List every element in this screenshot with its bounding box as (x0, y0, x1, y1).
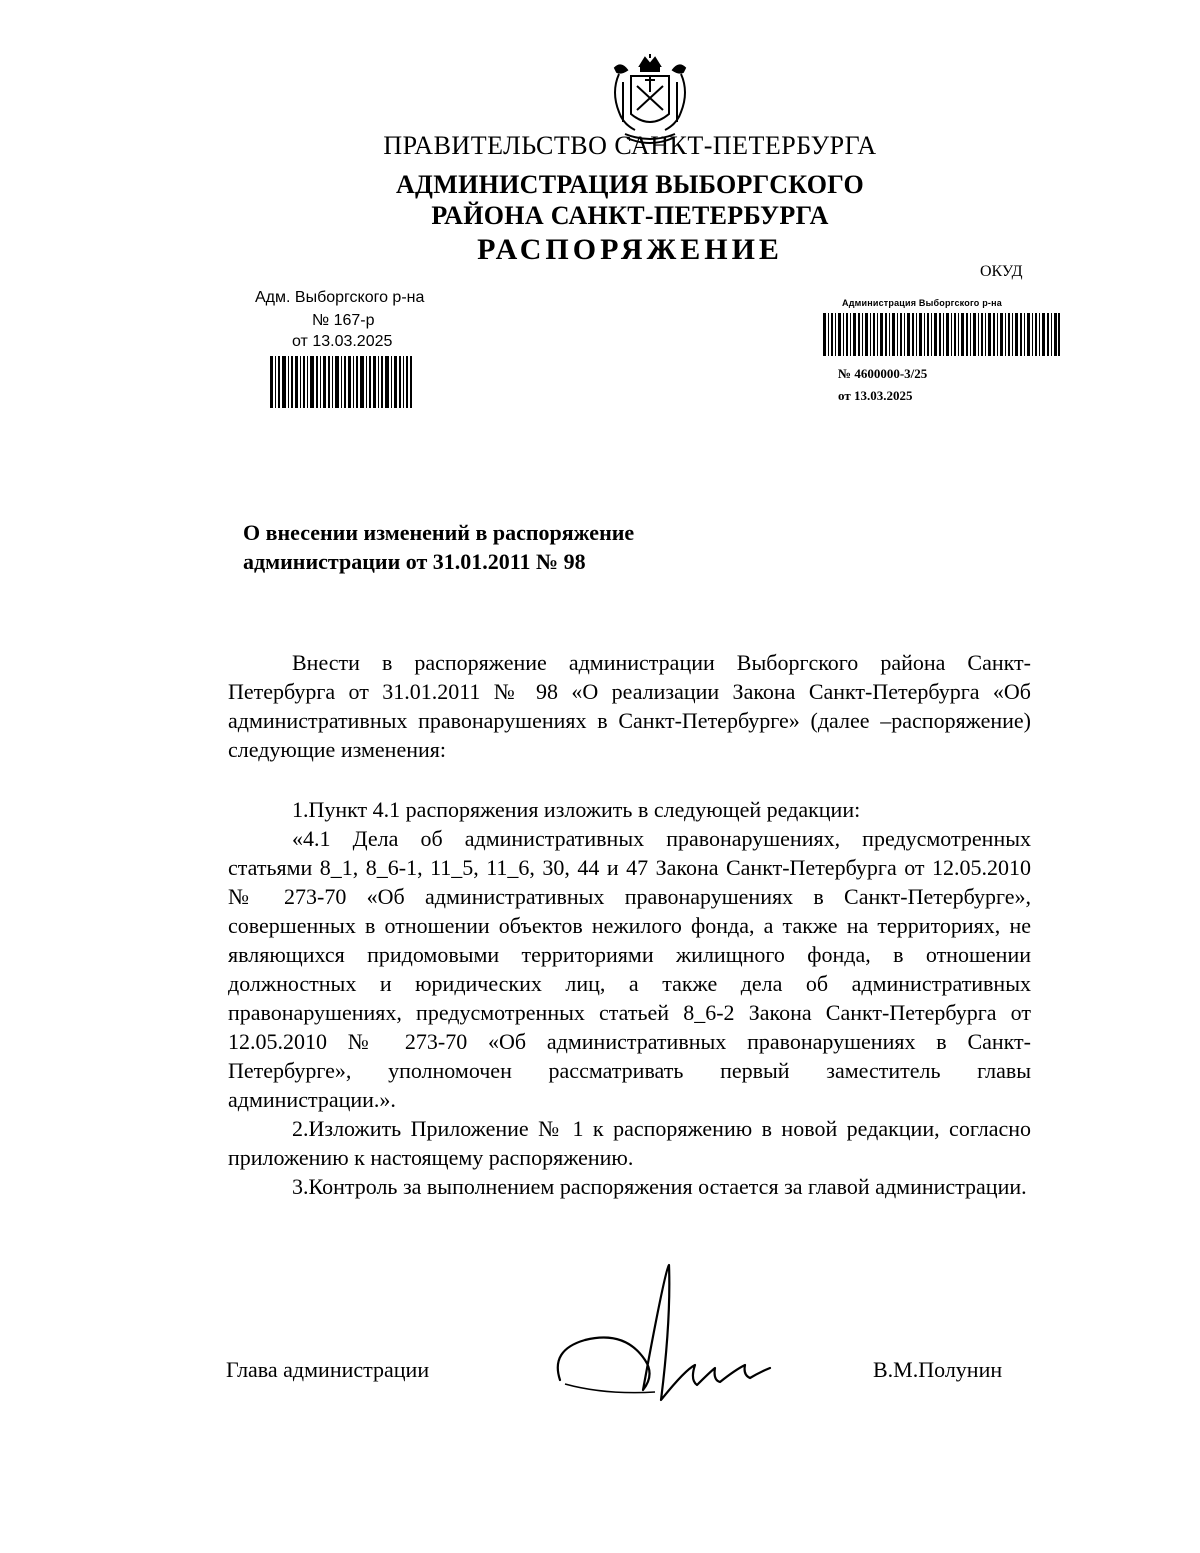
body-items-block (228, 795, 1031, 1201)
subject-line2: администрации от 31.01.2011 № 98 (243, 549, 586, 574)
subject-line1: О внесении изменений в распоряжение (243, 520, 635, 545)
handwritten-signature-icon (545, 1260, 775, 1410)
okud-label: ОКУД (980, 263, 1023, 280)
administration-title-line1: АДМИНИСТРАЦИЯ ВЫБОРГСКОГО (395, 170, 865, 199)
stamp-right-number: № 4600000-3/25 (838, 366, 928, 381)
stamp-right-org: Администрация Выборгского р-на (842, 298, 1002, 308)
stamp-right-date: от 13.03.2025 (838, 388, 913, 403)
signatory-position: Глава администрации (226, 1357, 430, 1382)
stamp-left-number: № 167-р (312, 312, 375, 329)
item-2: 2.Изложить Приложение № 1 к распоряжению в новой редакции, согласно приложению к настоящему распоряжению. (228, 1116, 1031, 1170)
item-3: 3.Контроль за выполнением распоряжения остается за главой администрации. (292, 1174, 1027, 1199)
barcode-left-icon (270, 356, 412, 408)
document-type-title: РАСПОРЯЖЕНИЕ (477, 233, 783, 266)
barcode-right-icon (823, 313, 1060, 356)
administration-title-line2: РАЙОНА САНКТ-ПЕТЕРБУРГА (431, 201, 829, 230)
body-intro: Внести в распоряжение администрации Выборгского района Санкт-Петербурга от 31.01.2011 № 98 «О реализации Закона Санкт-Петербурга «Об административных правонарушениях в Санкт-Петербурге» (далее –распоряжение) следующие изменения: (228, 650, 1031, 762)
item-1-title: 1.Пункт 4.1 распоряжения изложить в следующей редакции: (292, 797, 861, 822)
body-intro-block (228, 648, 1031, 764)
stamp-left-org: Адм. Выборгского р-на (255, 289, 425, 306)
government-title: ПРАВИТЕЛЬСТВО САНКТ-ПЕТЕРБУРГА (383, 131, 877, 160)
item-1-text: «4.1 Дела об административных правонарушениях, предусмотренных статьями 8_1, 8_6-1, 11_5, 11_6, 30, 44 и 47 Закона Санкт-Петербурга от 12.05.2010 № 273-70 «Об административных правонарушениях в Санкт-Петербурге», совершенных в отношении объектов нежилого фонда, а также на территориях, не являющихся придомовыми территориями жилищного фонда, в отношении должностных и юридических лиц, а также дела об административных правонарушениях, предусмотренных статьей 8_6-2 Закона Санкт-Петербурга от 12.05.2010 № 273-70 «Об административных правонарушениях в Санкт-Петербурге», уполномочен рассматривать первый заместитель главы администрации.». (228, 826, 1031, 1112)
document-subject (243, 518, 634, 576)
stamp-left-date: от 13.03.2025 (292, 333, 393, 350)
signatory-name: В.М.Полунин (873, 1357, 1003, 1382)
